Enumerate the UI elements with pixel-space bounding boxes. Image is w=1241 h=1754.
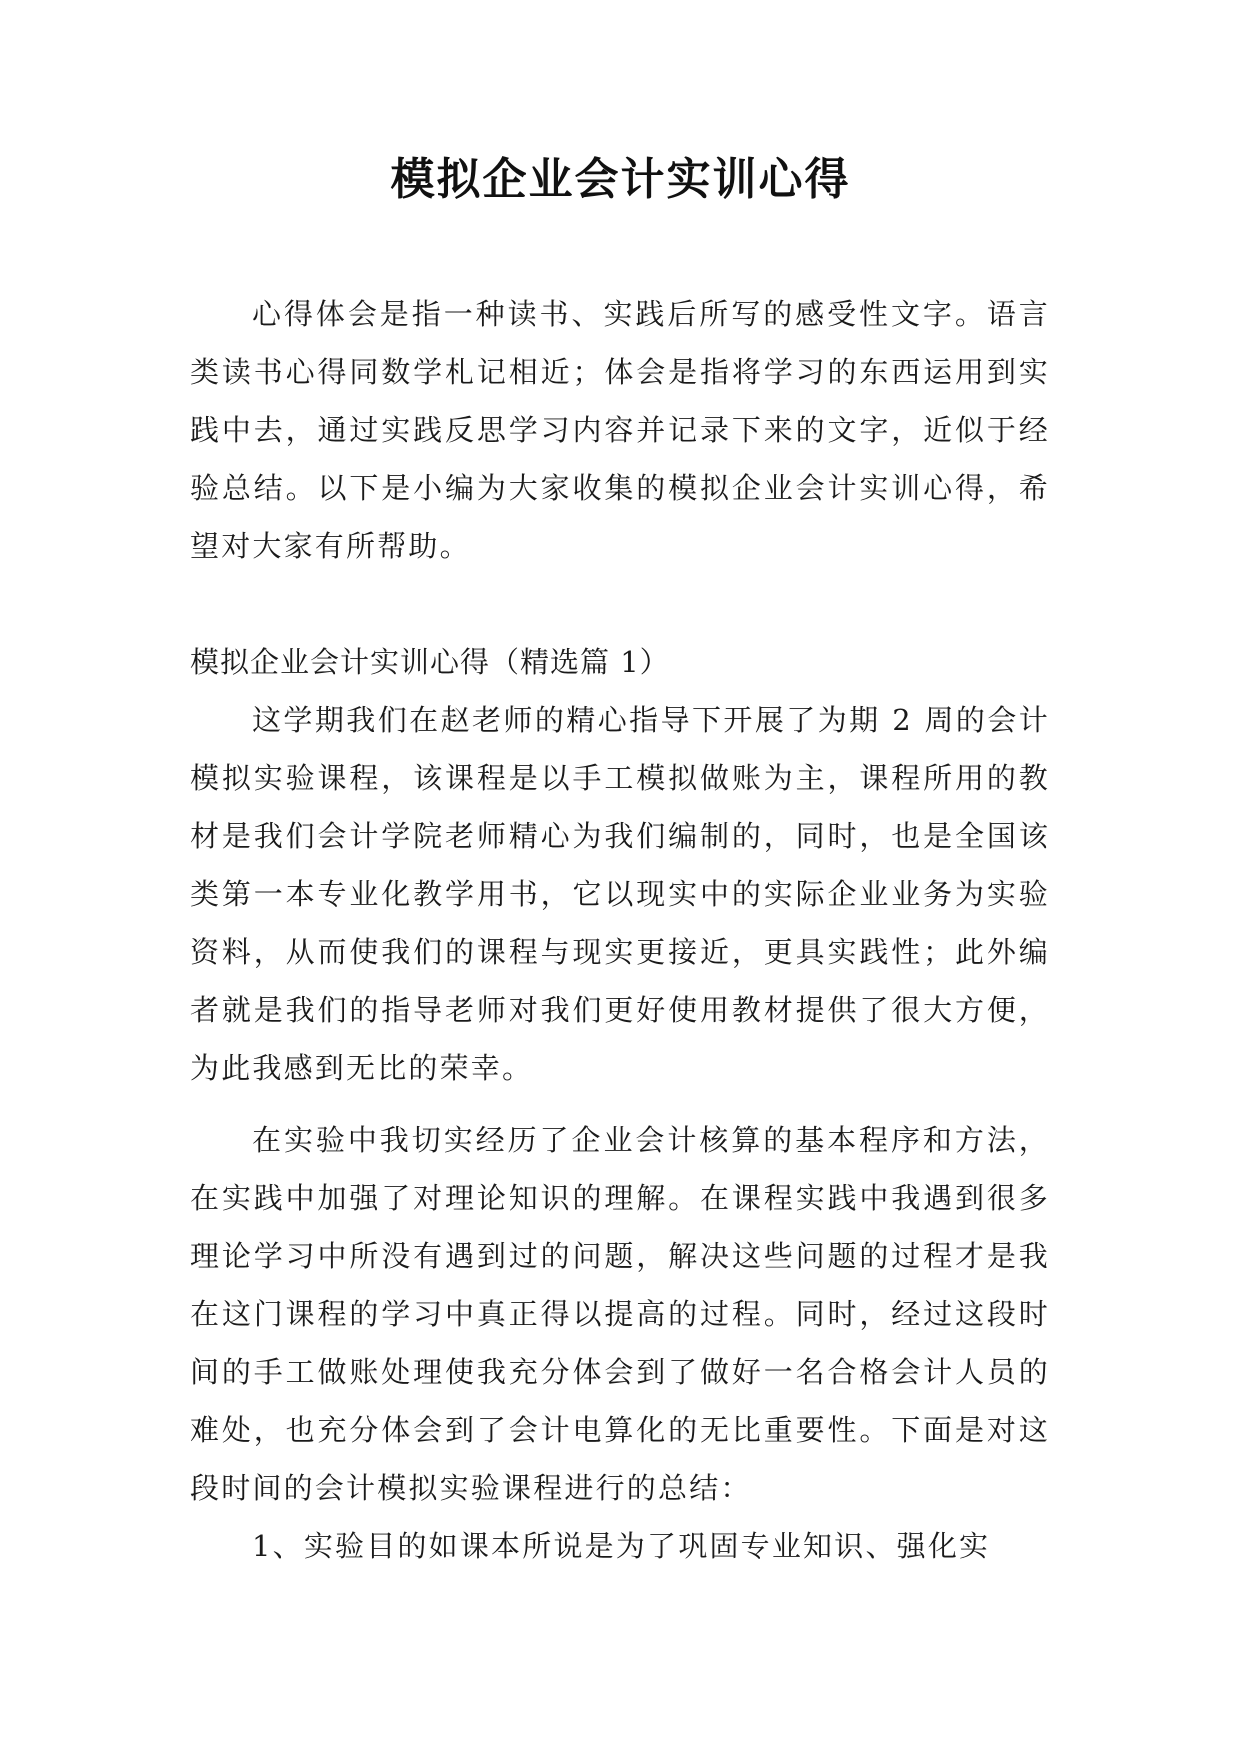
body-paragraph-2: 在实验中我切实经历了企业会计核算的基本程序和方法，在实践中加强了对理论知识的理解。在课程实践中我遇到很多理论学习中所没有遇到过的问题，解决这些问题的过程才是我在这门课程的学习中真正得以提高的过程。同时，经过这段时间的手工做账处理使我充分体会到了做好一名合格会计人员的难处，也充分体会到了会计电算化的无比重要性。下面是对这段时间的会计模拟实验课程进行的总结：	[190, 1123, 1050, 1505]
section-heading: 模拟企业会计实训心得（精选篇 1）	[190, 645, 670, 679]
intro-paragraph: 心得体会是指一种读书、实践后所写的感受性文字。语言类读书心得同数学札记相近；体会是指将学习的东西运用到实践中去，通过实践反思学习内容并记录下来的文字，近似于经验总结。以下是小编为大家收集的模拟企业会计实训心得，希望对大家有所帮助。	[190, 297, 1050, 563]
paragraph-gap	[190, 1097, 1050, 1111]
document-title: 模拟企业会计实训心得	[390, 154, 851, 205]
body-paragraph-1: 这学期我们在赵老师的精心指导下开展了为期 2 周的会计模拟实验课程，该课程是以手工模拟做账为主，课程所用的教材是我们会计学院老师精心为我们编制的，同时，也是全国该类第一本专业化教学用书，它以现实中的实际企业业务为实验资料，从而使我们的课程与现实更接近，更具实践性；此外编者就是我们的指导老师对我们更好使用教材提供了很大方便，为此我感到无比的荣幸。	[190, 703, 1050, 1085]
paragraph-spacer	[190, 575, 1050, 633]
body-paragraph-3: 1、实验目的如课本所说是为了巩固专业知识、强化实	[252, 1529, 991, 1563]
document-body	[190, 285, 1050, 1575]
